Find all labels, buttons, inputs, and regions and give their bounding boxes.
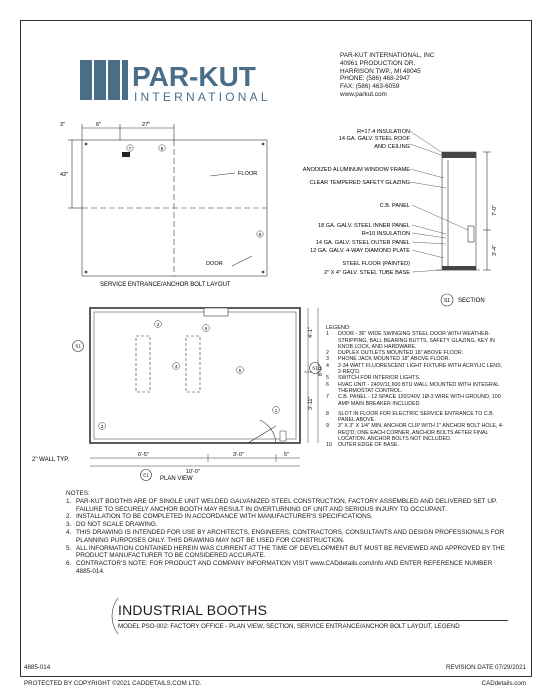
door-label: DOOR — [206, 261, 223, 267]
svg-text:8'-0": 8'-0" — [318, 365, 324, 376]
section-label: 2" X 4" GALV. STEEL TUBE BASE — [323, 270, 410, 276]
section-label: C.B. PANEL — [379, 203, 410, 209]
section-labels — [303, 129, 411, 276]
svg-text:7: 7 — [128, 146, 132, 152]
legend-text: SWITCH FOR INTERIOR LIGHTS. — [338, 375, 421, 382]
svg-text:S1: S1 — [312, 365, 318, 371]
logo-bars-icon — [80, 60, 128, 100]
legend — [326, 325, 506, 449]
note-text: PAR-KUT BOOTHS ARE OF SINGLE UNIT WELDED GALVANIZED STEEL CONSTRUCTION, FACTORY ASSEMBLED AND DELIVERED SET UP. FAILURE TO SECURELY ANCHOR BOOTH MAY RESULT IN OVERTURNING OF UNIT AND SERIOUS INJURY TO OCCUPANT. — [76, 497, 498, 513]
plan-outer-wall — [90, 308, 300, 443]
floor-label: FLOOR — [238, 171, 258, 177]
layout-callouts — [127, 145, 263, 238]
note-item — [66, 498, 506, 514]
hvac-unit — [204, 308, 228, 316]
legend-key: 3 — [326, 356, 329, 363]
legend-key: 2 — [326, 350, 329, 357]
note-item — [66, 521, 506, 529]
firm-line: 40961 PRODUCTION DR. — [340, 59, 416, 67]
reference-number: 4885-014 — [24, 664, 51, 671]
door-swing — [248, 420, 276, 443]
wall-typ-label: 2" WALL TYP. — [32, 457, 70, 463]
legend-title: LEGEND: — [326, 325, 351, 331]
section-tag: S1 — [443, 298, 451, 304]
legend-item — [326, 331, 506, 350]
firm-line: PHONE: (586) 468-2947 — [340, 75, 410, 83]
section-label: R=10 INSULATION — [361, 231, 410, 237]
legend-item — [326, 363, 506, 376]
logo-bottom-text: INTERNATIONAL — [134, 90, 271, 104]
note-text: ALL INFORMATION CONTAINED HEREIN WAS CURRENT AT THE TIME OF DEVELOPMENT BUT MUST BE REVIEWED AND APPROVED BY THE PRODUCT MANUFACTURER TO BE CONSIDERED ACCURATE. — [76, 544, 505, 560]
par-kut-logo — [78, 58, 303, 104]
note-number: 5. — [66, 544, 72, 552]
legend-key: 1 — [326, 331, 329, 338]
firm-address-block — [340, 52, 490, 99]
section-label: 14 GA. GALV. STEEL OUTER PANEL — [315, 240, 410, 246]
title-rule — [118, 620, 508, 621]
legend-text: SLOT IN FLOOR FOR ELECTRIC SERVICE ENTRANCE TO C.B. PANEL ABOVE. — [338, 410, 495, 424]
section-drawing — [282, 118, 507, 318]
dim-side: 42" — [60, 172, 69, 178]
section-label: R=17.4 INSULATION — [357, 129, 410, 135]
legend-key: 4 — [326, 362, 329, 369]
section-label: CLEAR TEMPERED SAFETY GLAZING — [309, 180, 410, 186]
note-text: DO NOT SCALE DRAWING. — [76, 521, 158, 529]
general-notes — [66, 490, 506, 576]
plan-view-drawing — [28, 298, 328, 486]
svg-text:5: 5 — [238, 367, 242, 373]
note-number: 1. — [66, 497, 72, 505]
legend-key: 10 — [326, 442, 332, 449]
section-height-dim: 7'-0" — [492, 204, 498, 216]
legend-item — [326, 411, 506, 424]
legend-text: HVAC UNIT - 240V/11,600 BTU WALL MOUNTED WITH INTEGRAL THERMOSTAT CONTROL. — [338, 381, 499, 394]
svg-text:3: 3 — [100, 423, 104, 429]
notes-title: NOTES: — [66, 490, 90, 497]
svg-text:8: 8 — [160, 146, 164, 152]
section-label: 12 GA. GALV. 4-WAY DIAMOND PLATE — [310, 248, 410, 254]
note-number: 2. — [66, 513, 72, 521]
legend-key: 6 — [326, 381, 329, 388]
legend-key: 7 — [326, 394, 329, 401]
light-fixture-1 — [136, 336, 150, 392]
firm-line: FAX: (586) 463-6059 — [340, 83, 400, 91]
light-fixture-2 — [186, 336, 200, 392]
note-item — [66, 513, 506, 521]
cad-details-link[interactable]: CADdetails.com — [481, 680, 526, 687]
legend-item — [326, 442, 506, 448]
svg-text:3'-11": 3'-11" — [308, 396, 314, 410]
note-number: 4. — [66, 528, 72, 536]
svg-text:1: 1 — [274, 407, 278, 413]
note-number: 3. — [66, 521, 72, 529]
svg-text:4'-1": 4'-1" — [308, 327, 314, 338]
note-text: INSTALLATION TO BE COMPLETED IN ACCORDANCE WITH MANUFACTURER'S SPECIFICATIONS. — [76, 513, 373, 521]
legend-text: OUTER EDGE OF BASE. — [338, 442, 399, 449]
note-text: CONTRACTOR'S NOTE: FOR PRODUCT AND COMPANY INFORMATION VISIT www.CADdetails.com/info AND ENTER REFERENCE NUMBER 4885-014. — [76, 560, 493, 575]
legend-text: DUPLEX OUTLETS MOUNTED 18" ABOVE FLOOR. — [338, 350, 464, 357]
note-number: 6. — [66, 560, 72, 568]
svg-text:9: 9 — [258, 232, 262, 238]
plan-tags — [73, 341, 321, 481]
svg-text:E1: E1 — [143, 472, 149, 478]
note-item — [66, 529, 506, 545]
legend-text: PHONE JACK MOUNTED 18" ABOVE FLOOR. — [338, 356, 450, 363]
legend-text: 3" X 3" X 1/4" MIN. ANCHOR CLIP WITH 1" ANCHOR BOLT HOLE, 4-REQ'D, ONE EACH CORNER, ANCHOR BOLTS AFTER FINAL LOCATION. ANCHOR BOLTS NOT INCLUDED. — [338, 423, 504, 443]
svg-text:4: 4 — [174, 363, 178, 369]
layout-title: SERVICE ENTRANCE/ANCHOR BOLT LAYOUT — [100, 282, 231, 288]
section-label: ANODIZED ALUMINUM WINDOW FRAME — [302, 167, 410, 173]
svg-text:5": 5" — [284, 452, 289, 458]
service-slot — [122, 152, 130, 157]
firm-line: PAR-KUT INTERNATIONAL, INC — [340, 52, 435, 59]
cb-panel-plan — [280, 431, 286, 441]
svg-text:S1: S1 — [75, 343, 81, 349]
svg-text:10'-0": 10'-0" — [186, 469, 200, 475]
legend-text: 2-34 WATT FLUORESCENT LIGHT FIXTURE WITH ACRYLIC LENS, 2-REQ'D. — [338, 362, 503, 376]
legend-key: 8 — [326, 410, 329, 417]
note-item — [66, 560, 506, 576]
drawing-subtitle: MODEL PSO-002: FACTORY OFFICE - PLAN VIEW, SECTION, SERVICE ENTRANCE/ANCHOR BOLT LAYOUT, LEGEND — [118, 623, 460, 630]
cb-panel-shape — [468, 226, 474, 242]
section-label: 18 GA. GALV. STEEL INNER PANEL — [317, 223, 410, 229]
section-label: 14 GA. GALV. STEEL ROOF — [338, 136, 410, 142]
legend-text: DOOR - 36" WIDE SWINGING STEEL DOOR WITH WEATHER-STRIPPING, BALL BEARING BUTTS, SAFETY GLAZING, KEY IN KNOB LOCK, AND HARDWARE. — [338, 331, 495, 350]
section-title: SECTION — [458, 298, 485, 304]
revision-date: REVISION DATE 07/29/2021 — [445, 664, 526, 671]
section-label: STEEL FLOOR (PAINTED) — [342, 261, 410, 267]
dim-mid-span: 27" — [142, 122, 151, 128]
legend-item — [326, 382, 506, 395]
legend-key: 9 — [326, 423, 329, 430]
firm-line: www.parkut.com — [340, 90, 387, 98]
svg-text:3'-0": 3'-0" — [233, 452, 244, 458]
plan-inner-wall — [94, 312, 296, 439]
anchor-bolt-layout-drawing — [60, 118, 280, 290]
legend-text: C.B. PANEL - 12 SPACE 120/240V 1Ø-3 WIRE WITH GROUND, 100 AMP MAIN BREAKER INCLUDED. — [338, 394, 501, 407]
note-item — [66, 545, 506, 561]
legend-item — [326, 394, 506, 407]
firm-line: HARRISON TWP., MI 48045 — [340, 67, 421, 75]
svg-text:6: 6 — [204, 325, 208, 331]
legend-key: 5 — [326, 375, 329, 382]
note-text: THIS DRAWING IS INTENDED FOR USE BY ARCHITECTS, ENGINEERS, CONTRACTORS, CONSULTANTS AND DESIGN PROFESSIONALS FOR PLANNING PURPOSES ONLY. THIS DRAWING MAY NOT BE USED FOR CONSTRUCTION. — [76, 528, 505, 544]
svg-text:6'-5": 6'-5" — [138, 452, 149, 458]
legend-item — [326, 423, 506, 442]
roof-section — [442, 152, 476, 158]
drawing-title: INDUSTRIAL BOOTHS — [118, 602, 268, 618]
floor-section — [442, 266, 476, 270]
logo-top-text: PAR-KUT — [132, 61, 256, 92]
section-lower-dim: 3'-4" — [492, 244, 498, 256]
plan-title: PLAN VIEW — [160, 476, 193, 482]
plan-callouts — [99, 321, 280, 430]
dim-top-left: 3" — [60, 122, 66, 128]
section-label: AND CEILING — [374, 144, 410, 150]
svg-text:2: 2 — [156, 321, 160, 327]
dim-left-span: 6" — [96, 122, 102, 128]
copyright-text: PROTECTED BY COPYRIGHT ©2021 CADDETAILS.COM LTD. — [24, 680, 202, 687]
